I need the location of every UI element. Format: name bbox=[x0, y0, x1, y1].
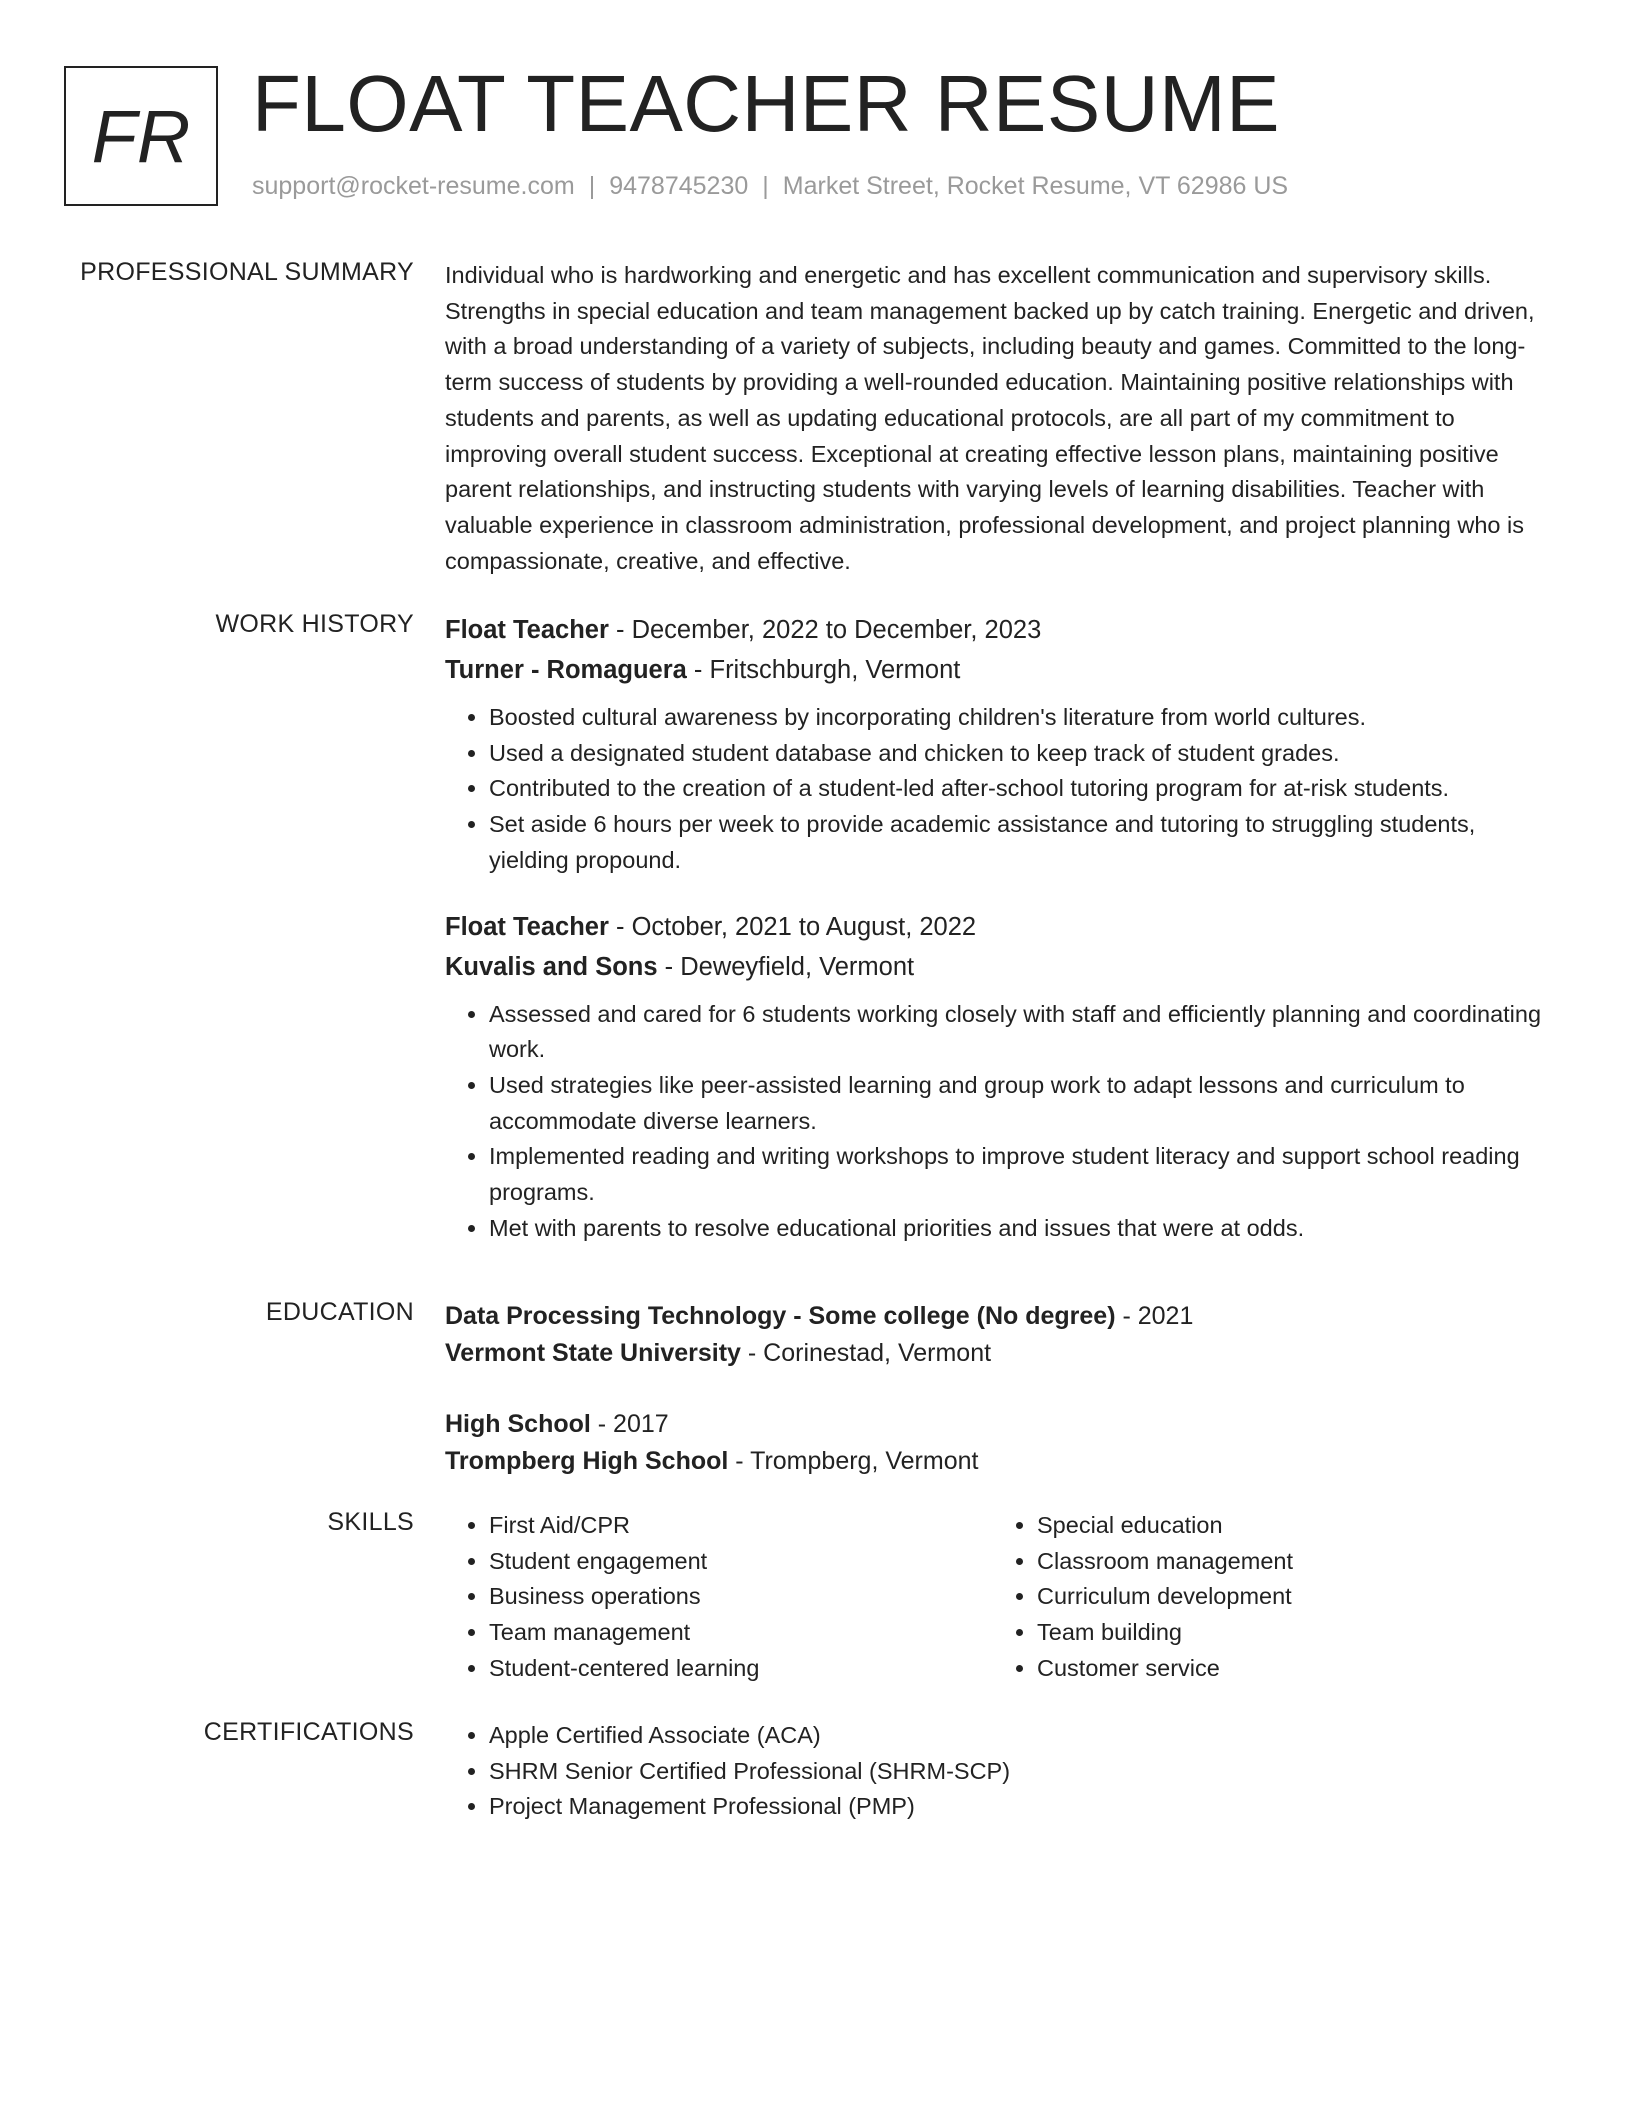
education-school: Vermont State University bbox=[445, 1339, 741, 1367]
job-dates: - October, 2021 to August, 2022 bbox=[608, 912, 977, 941]
job-bullet: • Used a designated student database and chicken to keep track of student grades. bbox=[489, 736, 1560, 772]
skills-column-1 bbox=[445, 1508, 993, 1687]
monogram-box bbox=[64, 66, 218, 206]
monogram-text: FR bbox=[91, 94, 191, 178]
education-school-line bbox=[445, 1443, 1560, 1480]
skill-item: • Student-centered learning bbox=[489, 1651, 993, 1687]
education-location: - Trompberg, Vermont bbox=[728, 1447, 979, 1475]
skills-body bbox=[445, 1508, 1560, 1687]
section-label-summary: PROFESSIONAL SUMMARY bbox=[80, 258, 414, 286]
section-label-work: WORK HISTORY bbox=[215, 610, 414, 638]
job-bullets bbox=[445, 997, 1560, 1247]
contact-separator: | bbox=[762, 172, 769, 200]
job-location: - Deweyfield, Vermont bbox=[657, 952, 915, 981]
job-bullet: • Contributed to the creation of a student-led after-school tutoring program for at-risk students. bbox=[489, 771, 1560, 807]
skill-item: • Student engagement bbox=[489, 1544, 993, 1580]
job-dates: - December, 2022 to December, 2023 bbox=[608, 616, 1042, 644]
certification-item: • SHRM Senior Certified Professional (SHRM-SCP) bbox=[489, 1754, 1560, 1790]
job-entry bbox=[445, 907, 1560, 1247]
job-location: - Fritschburgh, Vermont bbox=[686, 656, 961, 684]
skill-item: • Team building bbox=[1037, 1615, 1537, 1651]
education-entry bbox=[445, 1298, 1560, 1372]
skill-item: • Team management bbox=[489, 1615, 993, 1651]
certification-item: • Project Management Professional (PMP) bbox=[489, 1789, 1560, 1825]
education-school-line bbox=[445, 1335, 1560, 1372]
job-title-line bbox=[445, 907, 1560, 947]
skill-item: • First Aid/CPR bbox=[489, 1508, 993, 1544]
certification-list bbox=[445, 1718, 1560, 1825]
resume-title: FLOAT TEACHER RESUME bbox=[252, 59, 1280, 148]
job-title-line bbox=[445, 610, 1560, 650]
skill-item: • Special education bbox=[1037, 1508, 1537, 1544]
job-company: Kuvalis and Sons bbox=[445, 952, 658, 981]
address: Market Street, Rocket Resume, VT 62986 US bbox=[782, 172, 1289, 200]
section-label-certifications: CERTIFICATIONS bbox=[203, 1718, 414, 1746]
job-bullet: • Set aside 6 hours per week to provide academic assistance and tutoring to struggling students, yielding propound. bbox=[489, 807, 1560, 878]
education-entry bbox=[445, 1406, 1560, 1480]
job-company-line bbox=[445, 947, 1560, 987]
education-degree: High School bbox=[445, 1410, 591, 1438]
work-body bbox=[445, 610, 1560, 1246]
job-company: Turner - Romaguera bbox=[445, 656, 687, 684]
summary-text: Individual who is hardworking and energetic and has excellent communication and supervisory skills. Strengths in special education and team management backed up by catch training. Energetic and driven, with a broad understanding of a variety of subjects, including beauty and games. Committed to the long-term success of students by providing a well-rounded education. Maintaining positive relationships with students and parents, as well as updating educational protocols, are all part of my commitment to improving overall student success. Exceptional at creating effective lesson plans, maintaining positive parent relationships, and instructing students with varying levels of learning disabilities. Teacher with valuable experience in classroom administration, professional development, and project planning who is compassionate, creative, and effective. bbox=[445, 262, 1535, 574]
certifications-body bbox=[445, 1718, 1560, 1825]
job-bullet: • Used strategies like peer-assisted learning and group work to adapt lessons and curriculum to accommodate diverse learners. bbox=[489, 1068, 1560, 1139]
education-year: - 2021 bbox=[1115, 1302, 1194, 1330]
job-entry bbox=[445, 610, 1560, 879]
job-title: Float Teacher bbox=[445, 912, 609, 941]
education-year: - 2017 bbox=[590, 1410, 669, 1438]
education-body bbox=[445, 1298, 1560, 1480]
summary-body bbox=[445, 258, 1560, 579]
phone-number[interactable]: 9478745230 bbox=[609, 172, 749, 200]
job-bullet: • Implemented reading and writing workshops to improve student literacy and support school reading programs. bbox=[489, 1139, 1560, 1210]
job-bullets bbox=[445, 700, 1560, 879]
contact-line bbox=[252, 172, 1288, 201]
education-location: - Corinestad, Vermont bbox=[740, 1339, 992, 1367]
job-bullet: • Assessed and cared for 6 students working closely with staff and efficiently planning and coordinating work. bbox=[489, 997, 1560, 1068]
job-title: Float Teacher bbox=[445, 616, 609, 644]
skill-item: • Customer service bbox=[1037, 1651, 1537, 1687]
section-label-education: EDUCATION bbox=[265, 1298, 414, 1326]
skill-item: • Curriculum development bbox=[1037, 1579, 1537, 1615]
education-degree-line bbox=[445, 1298, 1560, 1335]
skill-item: • Classroom management bbox=[1037, 1544, 1537, 1580]
skills-column-2 bbox=[993, 1508, 1537, 1687]
job-company-line bbox=[445, 650, 1560, 690]
certification-item: • Apple Certified Associate (ACA) bbox=[489, 1718, 1560, 1754]
education-degree: Data Processing Technology - Some college (No degree) bbox=[445, 1302, 1116, 1330]
section-label-skills: SKILLS bbox=[327, 1508, 414, 1536]
job-bullet: • Boosted cultural awareness by incorporating children's literature from world cultures. bbox=[489, 700, 1560, 736]
email-link[interactable]: support@rocket-resume.com bbox=[252, 172, 575, 200]
contact-separator: | bbox=[588, 172, 596, 200]
job-bullet: • Met with parents to resolve educational priorities and issues that were at odds. bbox=[489, 1211, 1560, 1247]
education-degree-line bbox=[445, 1406, 1560, 1443]
education-school: Trompberg High School bbox=[445, 1447, 729, 1475]
skill-item: • Business operations bbox=[489, 1579, 993, 1615]
